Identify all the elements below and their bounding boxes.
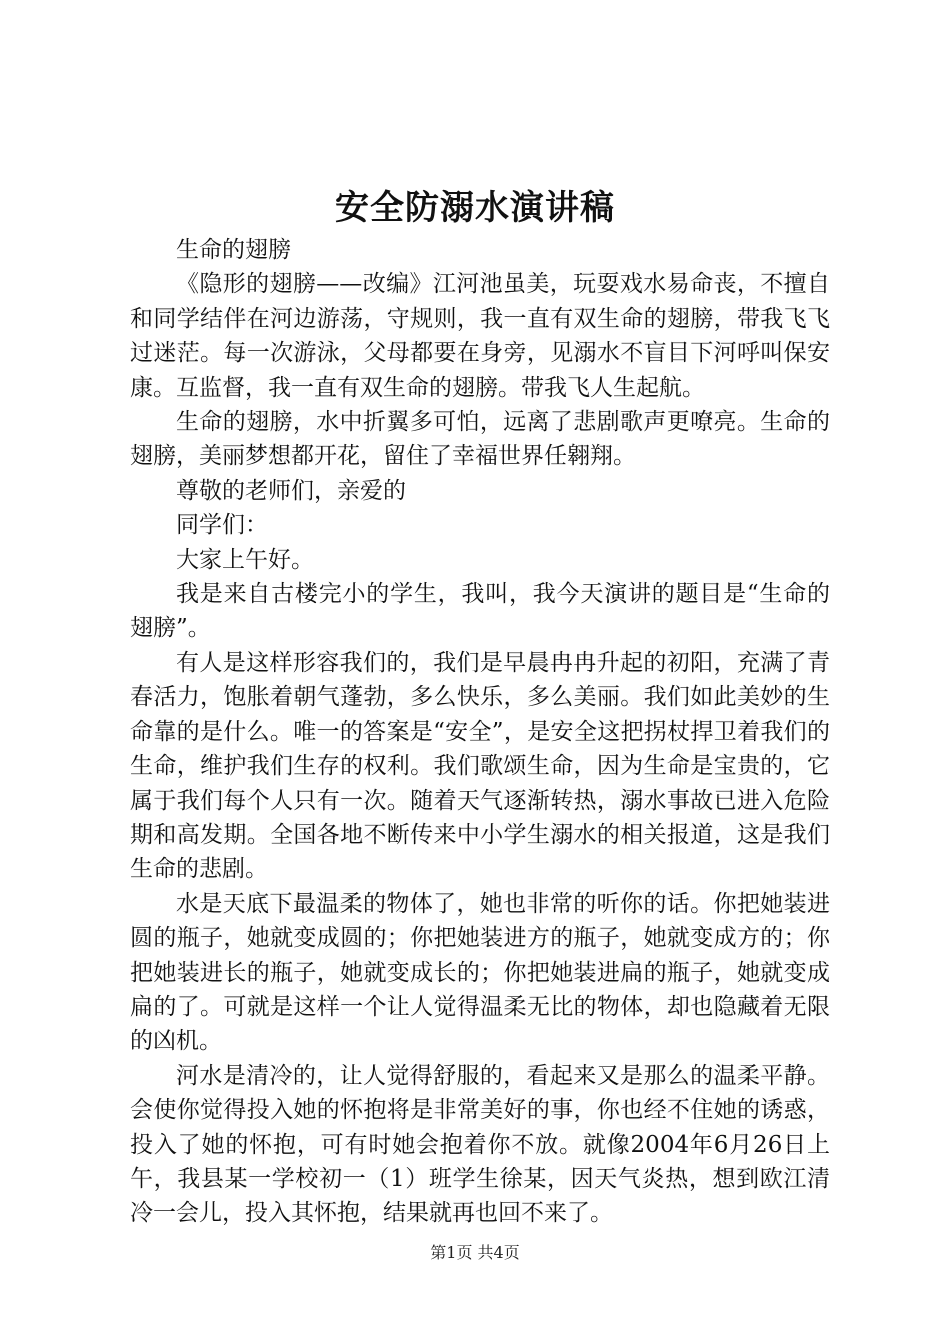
page-number-footer: 第1页 共4页 — [430, 1243, 520, 1262]
paragraph: 有人是这样形容我们的，我们是早晨冉冉升起的初阳，充满了青春活力，饱胀着朝气蓬勃，多么快乐，多么美丽。我们如此美妙的生命靠的是什么。唯一的答案是“安全”，是安全这把拐杖捍卫着我们的生命，维护我们生存的权利。我们歌颂生命，因为生命是宝贵的，它属于我们每个人只有一次。随着天气逐渐转热，溺水事故已进入危险期和高发期。全国各地不断传来中小学生溺水的相关报道，这是我们生命的悲剧。 — [130, 649, 830, 883]
paragraph-salutation: 尊敬的老师们，亲爱的 — [176, 477, 406, 504]
paragraph: 《隐形的翅膀——改编》江河池虽美，玩耍戏水易命丧，不擅自和同学结伴在河边游荡，守规则，我一直有双生命的翅膀，带我飞飞过迷茫。每一次游泳，父母都要在身旁，见溺水不盲目下河呼叫保安康。互监督，我一直有双生命的翅膀。带我飞人生起航。 — [130, 271, 830, 401]
paragraph: 生命的翅膀，水中折翼多可怕，远离了悲剧歌声更嘹亮。生命的翅膀，美丽梦想都开花，留住了幸福世界任翱翔。 — [130, 409, 830, 470]
paragraph-heading: 生命的翅膀 — [176, 237, 291, 263]
paragraph: 我是来自古楼完小的学生，我叫，我今天演讲的题目是“生命的翅膀”。 — [130, 581, 830, 642]
paragraph: 水是天底下最温柔的物体了，她也非常的听你的话。你把她装进圆的瓶子，她就变成圆的；你把她装进方的瓶子，她就变成方的；你把她装进长的瓶子，她就变成长的；你把她装进扁的瓶子，她就变成扁的了。可就是这样一个让人觉得温柔无比的物体，却也隐藏着无限的凶机。 — [130, 890, 830, 1055]
document-title: 安全防溺水演讲稿 — [335, 188, 615, 228]
paragraph: 河水是清冷的，让人觉得舒服的，看起来又是那么的温柔平静。会使你觉得投入她的怀抱将是非常美好的事，你也经不住她的诱惑，投入了她的怀抱，可有时她会抱着你不放。就像2004年6月26日上午，我县某一学校初一（1）班学生徐某，因天气炎热，想到欧江清冷一会儿，投入其怀抱，结果就再也回不来了。 — [130, 1062, 830, 1227]
document-body — [130, 233, 830, 1231]
paragraph-greeting: 大家上午好。 — [176, 546, 314, 573]
paragraph-salutation: 同学们： — [176, 512, 268, 539]
